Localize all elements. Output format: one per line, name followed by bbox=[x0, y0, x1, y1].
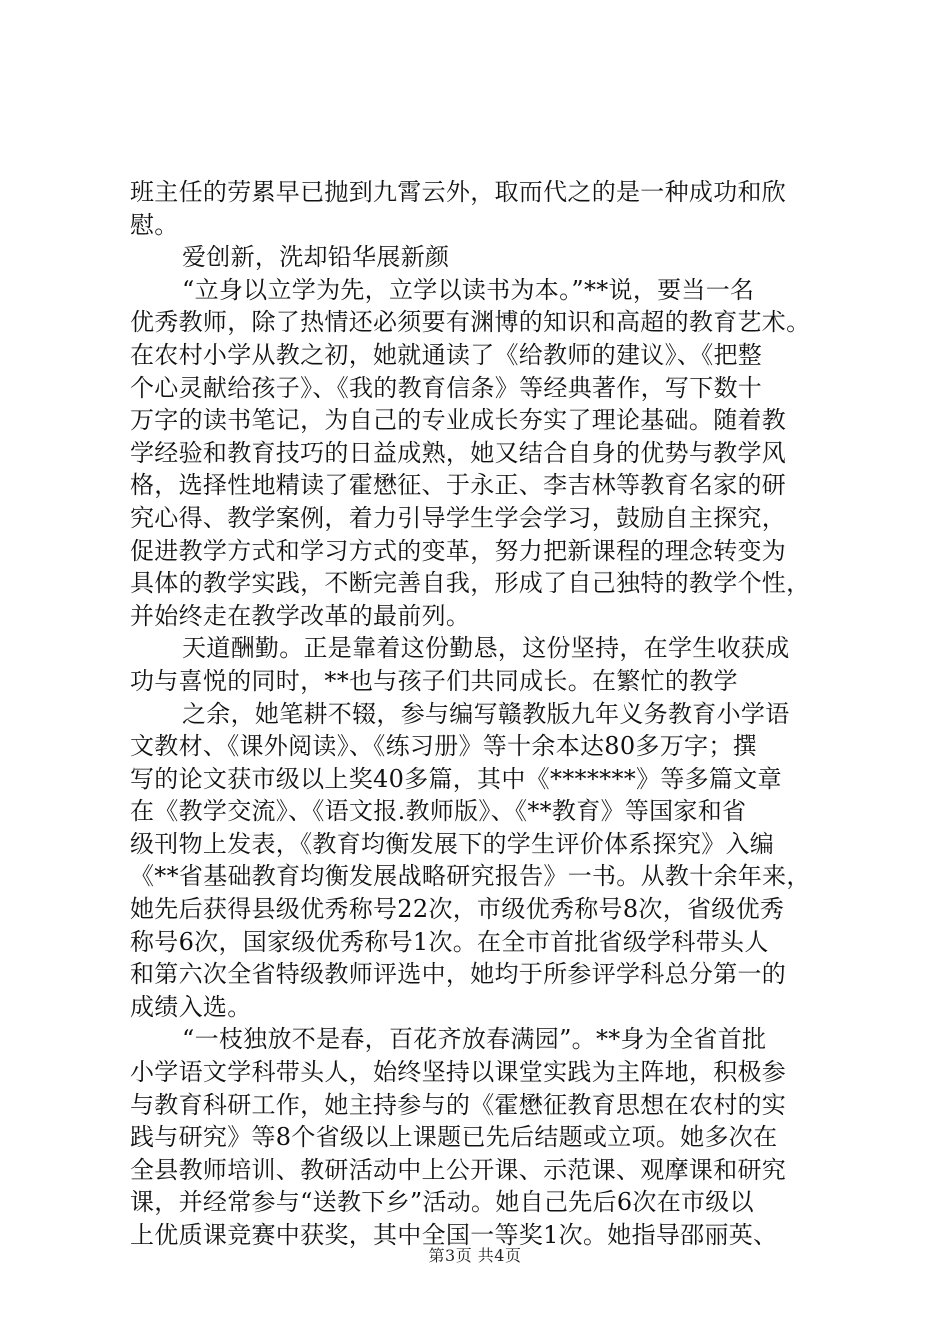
text-line: 班主任的劳累早已抛到九霄云外，取而代之的是一种成功和欣 bbox=[130, 178, 787, 206]
text-line: 践与研究》等8个省级以上课题已先后结题或立项。她多次在 bbox=[130, 1123, 778, 1152]
section-heading: 爱创新，洗却铅华展新颜 bbox=[182, 243, 450, 272]
text-line: 慰。 bbox=[130, 210, 179, 239]
text-line: 文教材、《课外阅读》、《练习册》等十余本达80多万字；撰 bbox=[130, 732, 757, 761]
text-line: 之余，她笔耕不辍，参与编写赣教版九年义务教育小学语 bbox=[182, 699, 790, 728]
text-line: 课，并经常参与“送教下乡”活动。她自己先后6次在市级以 bbox=[130, 1188, 754, 1217]
text-line: 天道酬勤。正是靠着这份勤恳，这份坚持，在学生收获成 bbox=[182, 634, 790, 663]
text-line: 与教育科研工作，她主持参与的《霍懋征教育思想在农村的实 bbox=[130, 1090, 787, 1119]
text-line: 她先后获得县级优秀称号22次，市级优秀称号8次，省级优秀 bbox=[130, 895, 785, 924]
text-line: 万字的读书笔记，为自己的专业成长夯实了理论基础。随着教 bbox=[130, 406, 787, 435]
text-line: 成绩入选。 bbox=[130, 992, 252, 1021]
text-line: 和第六次全省特级教师评选中，她均于所参评学科总分第一的 bbox=[130, 960, 787, 989]
text-line: “立身以立学为先，立学以读书为本。”**说，要当一名 bbox=[182, 275, 755, 304]
text-line: 个心灵献给孩子》、《我的教育信条》等经典著作，写下数十 bbox=[130, 373, 763, 402]
text-line: 促进教学方式和学习方式的变革，努力把新课程的理念转变为 bbox=[130, 536, 787, 565]
text-line: 格，选择性地精读了霍懋征、于永正、李吉林等教育名家的研 bbox=[130, 471, 787, 500]
document-body bbox=[130, 176, 830, 1252]
text-line: 上优质课竞赛中获奖，其中全国一等奖1次。她指导邵丽英、 bbox=[130, 1221, 778, 1249]
text-line: 具体的教学实践，不断完善自我，形成了自己独特的教学个性， bbox=[130, 569, 811, 598]
text-line: 小学语文学科带头人，始终坚持以课堂实践为主阵地，积极参 bbox=[130, 1058, 787, 1087]
text-line: 全县教师培训、教研活动中上公开课、示范课、观摩课和研究 bbox=[130, 1155, 787, 1184]
text-line: 学经验和教育技巧的日益成熟，她又结合自身的优势与教学风 bbox=[130, 438, 787, 467]
text-line: 究心得、教学案例，着力引导学生学会学习，鼓励自主探究， bbox=[130, 503, 787, 532]
text-line: 写的论文获市级以上奖40多篇，其中《*******》等多篇文章 bbox=[130, 764, 782, 793]
text-line: 并始终走在教学改革的最前列。 bbox=[130, 601, 471, 630]
text-line: 《**省基础教育均衡发展战略研究报告》一书。从教十余年来， bbox=[130, 862, 811, 891]
text-line: 在《教学交流》、《语文报.教师版》、《**教育》等国家和省 bbox=[130, 797, 747, 826]
page-number: 第3页 共4页 bbox=[428, 1246, 522, 1265]
text-line: 在农村小学从教之初，她就通读了《给教师的建议》、《把整 bbox=[130, 340, 763, 369]
text-line: 称号6次，国家级优秀称号1次。在全市首批省级学科带头人 bbox=[130, 927, 769, 956]
text-line: 级刊物上发表，《教育均衡发展下的学生评价体系探究》入编 bbox=[130, 829, 775, 858]
text-line: 优秀教师，除了热情还必须要有渊博的知识和高超的教育艺术。 bbox=[130, 308, 811, 337]
text-line: 功与喜悦的同时，**也与孩子们共同成长。在繁忙的教学 bbox=[130, 666, 738, 695]
text-line: “一枝独放不是春，百花齐放春满园”。**身为全省首批 bbox=[182, 1025, 767, 1054]
